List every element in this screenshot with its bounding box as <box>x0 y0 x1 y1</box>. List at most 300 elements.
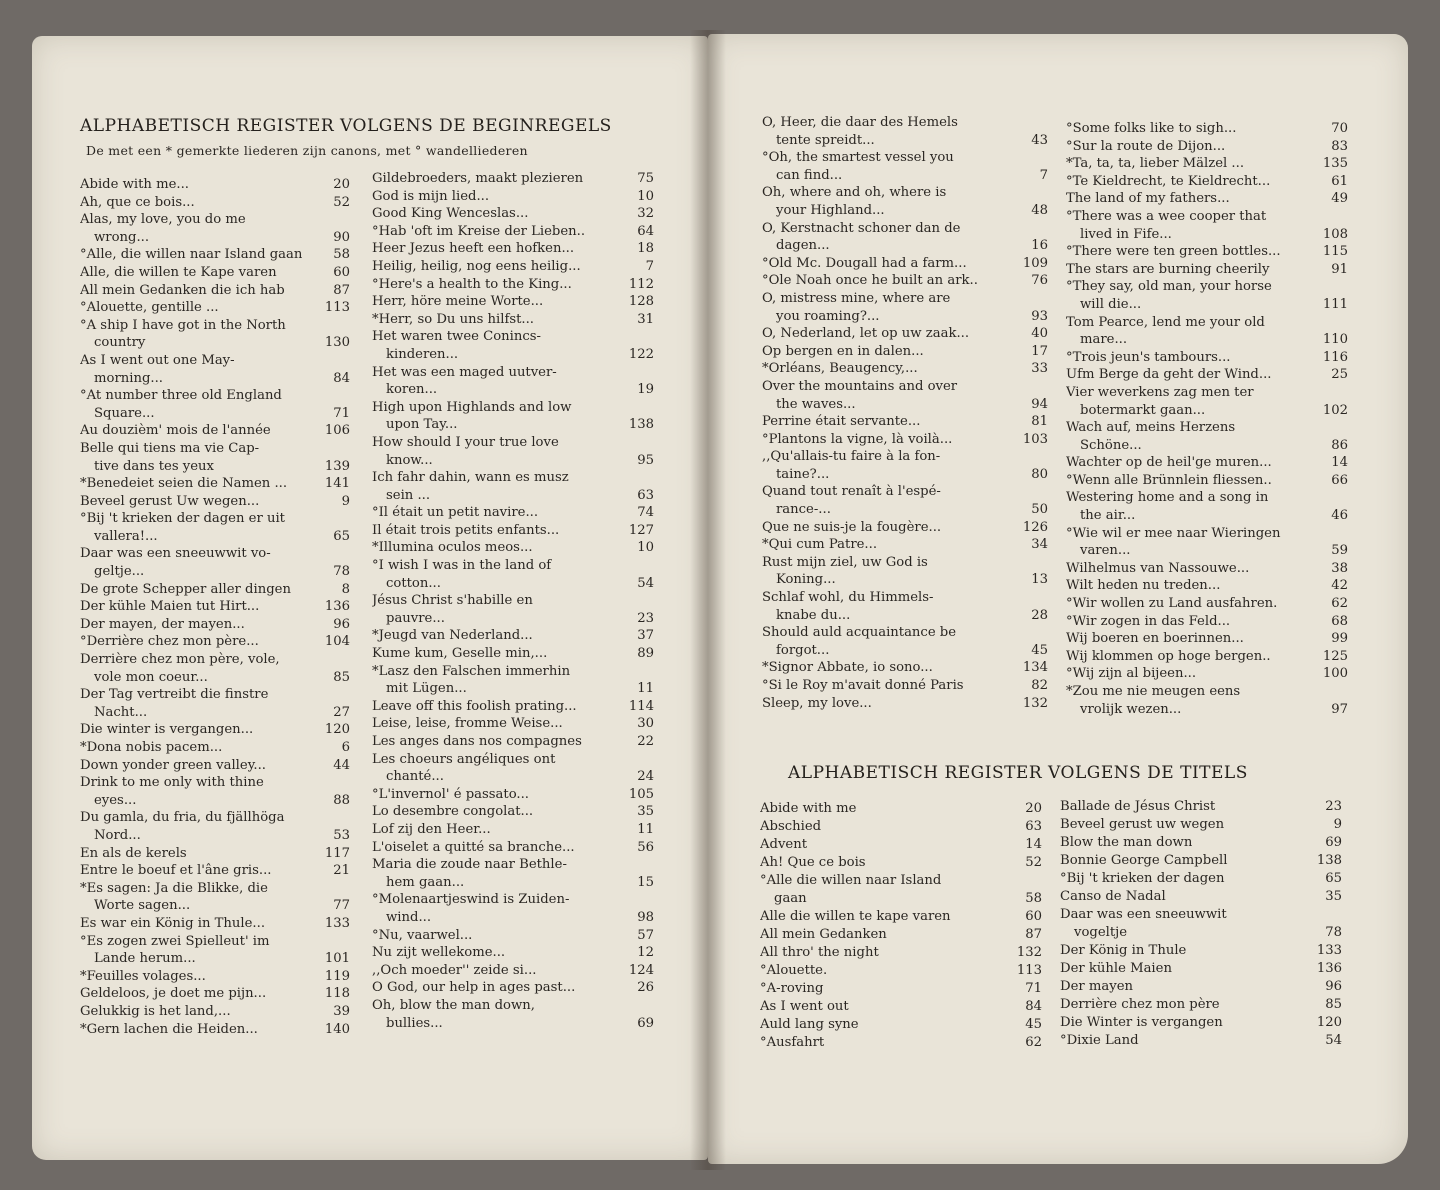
entry-title: Herr, höre meine Worte... <box>372 294 544 310</box>
index-entry <box>372 557 654 592</box>
page-number: 136 <box>324 599 350 615</box>
index-entry <box>1066 155 1348 173</box>
page-number: 26 <box>637 980 654 996</box>
page-number: 124 <box>628 962 654 978</box>
entry-title: Quand tout renaît à l'espé- <box>762 484 941 500</box>
entry-title: All mein Gedanken <box>760 927 887 942</box>
page-number: 21 <box>333 863 350 879</box>
page-number: 62 <box>1025 1035 1042 1050</box>
index-entry <box>372 434 654 469</box>
entry-title: °A-roving <box>760 981 824 996</box>
index-entry <box>1066 683 1348 718</box>
index-entry <box>1060 798 1342 816</box>
index-entry <box>372 258 654 276</box>
index-entry <box>372 205 654 223</box>
entry-title: Alle, die willen te Kape varen <box>80 264 277 280</box>
entry-title: All thro' the night <box>760 945 879 960</box>
page-number: 76 <box>1031 273 1048 289</box>
page-number: 71 <box>333 405 350 421</box>
index-entry <box>762 325 1048 343</box>
entry-title: Der König in Thule <box>1060 943 1187 958</box>
index-entry <box>372 751 654 786</box>
page-number: 42 <box>1331 578 1348 594</box>
entry-title: Oh, blow the man down, <box>372 997 535 1013</box>
page-number: 22 <box>637 734 654 749</box>
index-entry <box>1066 384 1348 419</box>
page-number: 20 <box>1025 801 1042 816</box>
index-entry <box>372 592 654 627</box>
book-gutter <box>690 30 726 1170</box>
page-number: 91 <box>1331 261 1348 277</box>
page-number: 100 <box>1322 666 1348 682</box>
page-number: 78 <box>333 564 350 580</box>
entry-title: *Herr, so Du uns hilfst... <box>372 311 534 327</box>
entry-title-continuation: eyes... <box>94 792 137 808</box>
page-number: 33 <box>1031 361 1048 377</box>
entry-title: L'oiselet a quitté sa branche... <box>372 839 575 855</box>
page-number: 20 <box>333 177 350 192</box>
entry-title: Beveel gerust Uw wegen... <box>80 493 260 509</box>
index-entry <box>1066 560 1348 578</box>
entry-title: °There was a wee cooper that <box>1066 208 1267 224</box>
index-entry <box>372 328 654 363</box>
page-number: 32 <box>637 206 654 222</box>
page-number: 139 <box>324 458 350 474</box>
entry-title: Geldeloos, je doet me pijn... <box>80 986 267 1002</box>
entry-title: En als de kerels <box>80 845 187 861</box>
entry-title: °Some folks like to sigh... <box>1066 121 1237 136</box>
page-number: 24 <box>637 769 654 785</box>
entry-title: Wilhelmus van Nassouwe... <box>1066 560 1250 576</box>
entry-title: Op bergen en in dalen... <box>762 343 924 359</box>
page-number: 63 <box>1025 819 1042 834</box>
index-entry <box>1060 906 1342 942</box>
index-entry <box>762 149 1048 184</box>
page-number: 83 <box>1331 138 1348 154</box>
index-entry <box>372 997 654 1032</box>
entry-title: Tom Pearce, lend me your old <box>1066 314 1265 330</box>
entry-title-continuation: bullies... <box>386 1015 443 1031</box>
entry-title: Ufm Berge da geht der Wind... <box>1066 367 1272 383</box>
index-entry <box>372 188 654 206</box>
page-number: 134 <box>1022 660 1048 676</box>
index-entry <box>80 651 350 686</box>
entry-title: Au douzièm' mois de l'année <box>80 423 271 439</box>
entry-title: O, Kerstnacht schoner dan de <box>762 220 961 236</box>
page-number: 40 <box>1031 326 1048 342</box>
entry-title-continuation: Square... <box>94 405 155 421</box>
entry-title-continuation: koren... <box>386 382 438 398</box>
entry-title: °Alouette, gentille ... <box>80 300 219 316</box>
entry-title: Leave off this foolish prating... <box>372 698 577 714</box>
entry-title: Der mayen <box>1060 979 1133 994</box>
index-entry <box>1066 120 1348 138</box>
page-number: 138 <box>1316 853 1342 868</box>
index-entry <box>1066 525 1348 560</box>
page-number: 118 <box>324 986 350 1002</box>
entry-title: °Here's a health to the King... <box>372 276 572 292</box>
page-number: 105 <box>628 786 654 802</box>
index-entry <box>1066 613 1348 631</box>
page-number: 86 <box>1331 437 1348 453</box>
page-number: 71 <box>1025 981 1042 996</box>
page-number: 85 <box>333 669 350 685</box>
first-lines-column-1 <box>80 176 350 1038</box>
page-number: 11 <box>637 681 654 697</box>
entry-title: °Bij 't krieken der dagen er uit <box>80 511 285 527</box>
entry-title-continuation: varen... <box>1080 543 1131 559</box>
page-number: 64 <box>637 223 654 239</box>
entry-title: °Trois jeun's tambours... <box>1066 349 1231 365</box>
entry-title: Es war ein König in Thule... <box>80 915 266 931</box>
entry-title: *Illumina oculos meos... <box>372 540 533 556</box>
index-entry <box>762 378 1048 413</box>
page-number: 133 <box>1316 943 1342 958</box>
index-entry <box>760 962 1042 980</box>
page-number: 8 <box>341 581 350 597</box>
entry-title-continuation: forgot... <box>776 642 830 658</box>
page-number: 53 <box>333 827 350 843</box>
index-entry <box>80 581 350 599</box>
index-entry <box>372 522 654 540</box>
entry-title-continuation: Nord... <box>94 827 141 843</box>
page-number: 98 <box>637 909 654 925</box>
entry-title: °Wir wollen zu Land ausfahren. <box>1066 596 1278 612</box>
page-number: 35 <box>637 804 654 820</box>
page-number: 104 <box>324 634 350 650</box>
titles-column-2 <box>1060 798 1342 1050</box>
page-number: 74 <box>637 505 654 521</box>
entry-title: Good King Wenceslas... <box>372 206 529 222</box>
entry-title: Maria die zoude naar Bethle- <box>372 857 567 873</box>
entry-title-continuation: pauvre... <box>386 610 445 626</box>
index-entry <box>372 663 654 698</box>
page-number: 120 <box>1316 1015 1342 1030</box>
entry-title: Wij boeren en boerinnen... <box>1066 631 1244 647</box>
index-entry <box>80 915 350 933</box>
entry-title-continuation: Koning... <box>776 572 836 588</box>
index-entry <box>372 170 654 188</box>
entry-title: Der kühle Maien <box>1060 961 1172 976</box>
index-entry <box>1060 1014 1342 1032</box>
entry-title: Les anges dans nos compagnes <box>372 734 582 749</box>
index-entry <box>372 276 654 294</box>
page-number: 80 <box>1031 466 1048 482</box>
page-number: 141 <box>324 476 350 492</box>
entry-title: °Il était un petit navire... <box>372 505 539 521</box>
entry-title-continuation: Schöne... <box>1080 437 1142 453</box>
index-entry <box>1060 996 1342 1014</box>
entry-title: Jésus Christ s'habille en <box>372 593 533 609</box>
index-entry <box>80 933 350 968</box>
page-number: 132 <box>1022 695 1048 711</box>
entry-title: Bonnie George Campbell <box>1060 853 1228 868</box>
page-number: 25 <box>1331 367 1348 383</box>
page-number: 57 <box>637 927 654 943</box>
index-entry <box>1066 665 1348 683</box>
page-number: 120 <box>324 722 350 738</box>
first-lines-column-2 <box>372 170 654 1032</box>
entry-title: Schlaf wohl, du Himmels- <box>762 590 934 606</box>
page-number: 93 <box>1031 308 1048 324</box>
register-legend: De met een * gemerkte liederen zijn canons, met ° wandelliederen <box>86 143 528 158</box>
index-entry <box>372 399 654 434</box>
entry-title: De grote Schepper aller dingen <box>80 581 291 597</box>
index-entry <box>762 290 1048 325</box>
entry-title: Rust mijn ziel, uw God is <box>762 554 928 570</box>
page-number: 7 <box>645 258 654 274</box>
entry-title: Derrière chez mon père <box>1060 997 1220 1012</box>
index-entry <box>372 891 654 926</box>
page-number: 135 <box>1322 156 1348 172</box>
index-entry <box>762 659 1048 677</box>
index-entry <box>1060 978 1342 996</box>
entry-title-continuation: mit Lügen... <box>386 681 467 697</box>
entry-title: Daar was een sneeuwwit vo- <box>80 546 271 562</box>
page-number: 19 <box>637 382 654 398</box>
index-entry <box>372 856 654 891</box>
page-number: 94 <box>1031 396 1048 412</box>
entry-title: °Dixie Land <box>1060 1033 1139 1048</box>
entry-title: Alas, my love, you do me <box>80 212 246 228</box>
entry-title-continuation: wrong... <box>94 229 150 245</box>
index-entry <box>80 440 350 475</box>
entry-title: O, Nederland, let op uw zaak... <box>762 326 970 342</box>
index-entry <box>80 211 350 246</box>
index-entry <box>1060 834 1342 852</box>
index-entry <box>372 962 654 980</box>
page-number: 81 <box>1031 414 1048 430</box>
entry-title: Ballade de Jésus Christ <box>1060 799 1216 814</box>
entry-title-continuation: know... <box>386 452 433 468</box>
index-entry <box>1066 314 1348 349</box>
page-number: 84 <box>333 370 350 386</box>
page-number: 128 <box>628 294 654 310</box>
entry-title: Westering home and a song in <box>1066 490 1269 506</box>
entry-title-continuation: Nacht... <box>94 704 148 720</box>
page-number: 56 <box>637 839 654 855</box>
page-number: 111 <box>1322 296 1348 312</box>
page-number: 23 <box>1325 799 1342 814</box>
entry-title: Der Tag vertreibt die finstre <box>80 687 269 703</box>
page-number: 119 <box>324 968 350 984</box>
entry-title-continuation: upon Tay... <box>386 417 458 433</box>
index-entry <box>80 493 350 511</box>
page-number: 7 <box>1039 167 1048 183</box>
page-number: 113 <box>1016 963 1042 978</box>
page-number: 49 <box>1331 191 1348 207</box>
index-entry <box>80 968 350 986</box>
page-number: 14 <box>1025 837 1042 852</box>
index-entry <box>1060 870 1342 888</box>
index-entry <box>80 739 350 757</box>
page-number: 122 <box>628 346 654 362</box>
entry-title: Heilig, heilig, nog eens heilig... <box>372 258 581 274</box>
index-entry <box>760 998 1042 1016</box>
page-number: 68 <box>1331 613 1348 629</box>
entry-title: °Wie wil er mee naar Wieringen <box>1066 525 1281 541</box>
page-number: 61 <box>1331 173 1348 189</box>
page-number: 89 <box>637 646 654 662</box>
index-entry <box>372 979 654 997</box>
page-number: 27 <box>333 704 350 720</box>
entry-title: °Plantons la vigne, là voilà... <box>762 431 953 447</box>
entry-title: Gildebroeders, maakt plezieren <box>372 171 584 186</box>
entry-title: Abide with me <box>760 801 857 816</box>
index-entry <box>1066 577 1348 595</box>
entry-title-continuation: vrolijk wezen... <box>1080 701 1182 717</box>
entry-title: °Alouette. <box>760 963 828 978</box>
page-number: 39 <box>333 1003 350 1019</box>
index-entry <box>80 246 350 264</box>
page-number: 126 <box>1022 519 1048 535</box>
index-entry <box>372 803 654 821</box>
page-number: 11 <box>637 821 654 837</box>
page-number: 113 <box>324 300 350 316</box>
index-entry <box>372 927 654 945</box>
index-entry <box>372 645 654 663</box>
entry-title: How should I your true love <box>372 434 559 450</box>
page-number: 18 <box>637 241 654 257</box>
index-entry <box>80 880 350 915</box>
entry-title: O, Heer, die daar des Hemels <box>762 115 958 130</box>
entry-title: Oh, where and oh, where is <box>762 185 947 201</box>
titles-column-1 <box>760 800 1042 1052</box>
index-entry <box>372 311 654 329</box>
page-number: 99 <box>1331 631 1348 647</box>
page-number: 96 <box>1325 979 1342 994</box>
entry-title: °Si le Roy m'avait donné Paris <box>762 678 964 693</box>
index-entry <box>80 985 350 1003</box>
index-entry <box>762 360 1048 378</box>
index-entry <box>1066 208 1348 243</box>
entry-title: Der kühle Maien tut Hirt... <box>80 599 260 615</box>
page-number: 48 <box>1031 202 1048 218</box>
index-entry <box>80 598 350 616</box>
index-entry <box>372 839 654 857</box>
entry-title: Canso de Nadal <box>1060 889 1166 904</box>
index-entry <box>762 695 1048 713</box>
index-entry <box>1066 173 1348 191</box>
entry-title: Sleep, my love... <box>762 695 872 711</box>
page-number: 13 <box>1031 572 1048 588</box>
page-number: 117 <box>324 845 350 861</box>
page-number: 35 <box>1325 889 1342 904</box>
entry-title-continuation: Lande herum... <box>94 951 196 967</box>
entry-title: Wilt heden nu treden... <box>1066 578 1221 594</box>
page-number: 112 <box>628 276 654 292</box>
page-number: 63 <box>637 487 654 503</box>
entry-title-continuation: dagen... <box>776 238 830 254</box>
index-entry <box>80 282 350 300</box>
entry-title: °They say, old man, your horse <box>1066 279 1272 295</box>
entry-title: °Hab 'oft im Kreise der Lieben.. <box>372 223 586 239</box>
page-number: 115 <box>1322 244 1348 260</box>
page-number: 78 <box>1325 925 1342 940</box>
index-entry <box>80 862 350 880</box>
entry-title: Die winter is vergangen... <box>80 722 254 738</box>
entry-title: °Wir zogen in das Feld... <box>1066 613 1231 629</box>
index-entry <box>80 510 350 545</box>
entry-title: As I went out <box>760 999 849 1014</box>
entry-title: *Dona nobis pacem... <box>80 740 223 755</box>
page-number: 82 <box>1031 678 1048 693</box>
page-number: 54 <box>1325 1033 1342 1048</box>
index-entry <box>762 431 1048 449</box>
index-entry <box>762 536 1048 554</box>
page-number: 130 <box>324 335 350 351</box>
page-number: 138 <box>628 417 654 433</box>
index-entry <box>80 176 350 194</box>
entry-title: The stars are burning cheerily <box>1066 261 1270 277</box>
entry-title: °Wenn alle Brünnlein fliessen.. <box>1066 472 1272 488</box>
entry-title: °There were ten green bottles... <box>1066 244 1281 260</box>
index-entry <box>80 264 350 282</box>
entry-title: Belle qui tiens ma vie Cap- <box>80 440 260 456</box>
entry-title: O God, our help in ages past... <box>372 980 576 996</box>
index-entry <box>372 627 654 645</box>
entry-title: Lo desembre congolat... <box>372 804 534 820</box>
page-number: 133 <box>324 915 350 931</box>
entry-title: Auld lang syne <box>760 1017 859 1032</box>
first-lines-column-3 <box>762 114 1048 712</box>
index-entry <box>80 299 350 317</box>
page-number: 34 <box>1031 537 1048 553</box>
titles-heading: ALPHABETISCH REGISTER VOLGENS DE TITELS <box>788 763 1248 783</box>
index-entry <box>80 721 350 739</box>
entry-title: Ah! Que ce bois <box>760 855 866 870</box>
page-number: 106 <box>324 423 350 439</box>
entry-title-continuation: tente spreidt... <box>776 132 875 148</box>
page-number: 45 <box>1031 642 1048 658</box>
entry-title: °A ship I have got in the North <box>80 317 286 333</box>
index-entry <box>80 194 350 212</box>
page-number: 12 <box>637 945 654 961</box>
entry-title: Die Winter is vergangen <box>1060 1015 1223 1030</box>
index-entry <box>372 733 654 751</box>
entry-title: Advent <box>760 837 808 852</box>
entry-title: Down yonder green valley... <box>80 757 266 773</box>
page-number: 28 <box>1031 607 1048 623</box>
entry-title: °Bij 't krieken der dagen <box>1060 871 1225 886</box>
page-number: 37 <box>637 628 654 644</box>
page-number: 60 <box>333 264 350 280</box>
page-number: 85 <box>1325 997 1342 1012</box>
index-entry <box>760 872 1042 908</box>
entry-title-continuation: morning... <box>94 370 163 386</box>
entry-title-continuation: geltje... <box>94 564 145 580</box>
entry-title: Du gamla, du fria, du fjällhöga <box>80 810 285 826</box>
entry-title: °At number three old England <box>80 388 282 404</box>
entry-title: *Feuilles volages... <box>80 968 206 984</box>
index-entry <box>1066 243 1348 261</box>
entry-title: °Sur la route de Dijon... <box>1066 138 1226 154</box>
page-number: 127 <box>628 522 654 538</box>
entry-title: Over the mountains and over <box>762 378 958 394</box>
entry-title: Vier weverkens zag men ter <box>1066 384 1254 400</box>
entry-title-continuation: vole mon coeur... <box>94 669 208 685</box>
entry-title: Heer Jezus heeft een hofken... <box>372 241 575 257</box>
entry-title: Ah, que ce bois... <box>80 194 195 210</box>
entry-title: The land of my fathers... <box>1066 191 1230 207</box>
entry-title: Gelukkig is het land,... <box>80 1003 231 1019</box>
index-entry <box>760 1034 1042 1052</box>
page-number: 17 <box>1031 343 1048 359</box>
page-number: 45 <box>1025 1017 1042 1032</box>
entry-title: All mein Gedanken die ich hab <box>80 282 285 298</box>
entry-title: Nu zijt wellekome... <box>372 945 506 961</box>
entry-title: Wachter op de heil'ge muren... <box>1066 455 1272 471</box>
